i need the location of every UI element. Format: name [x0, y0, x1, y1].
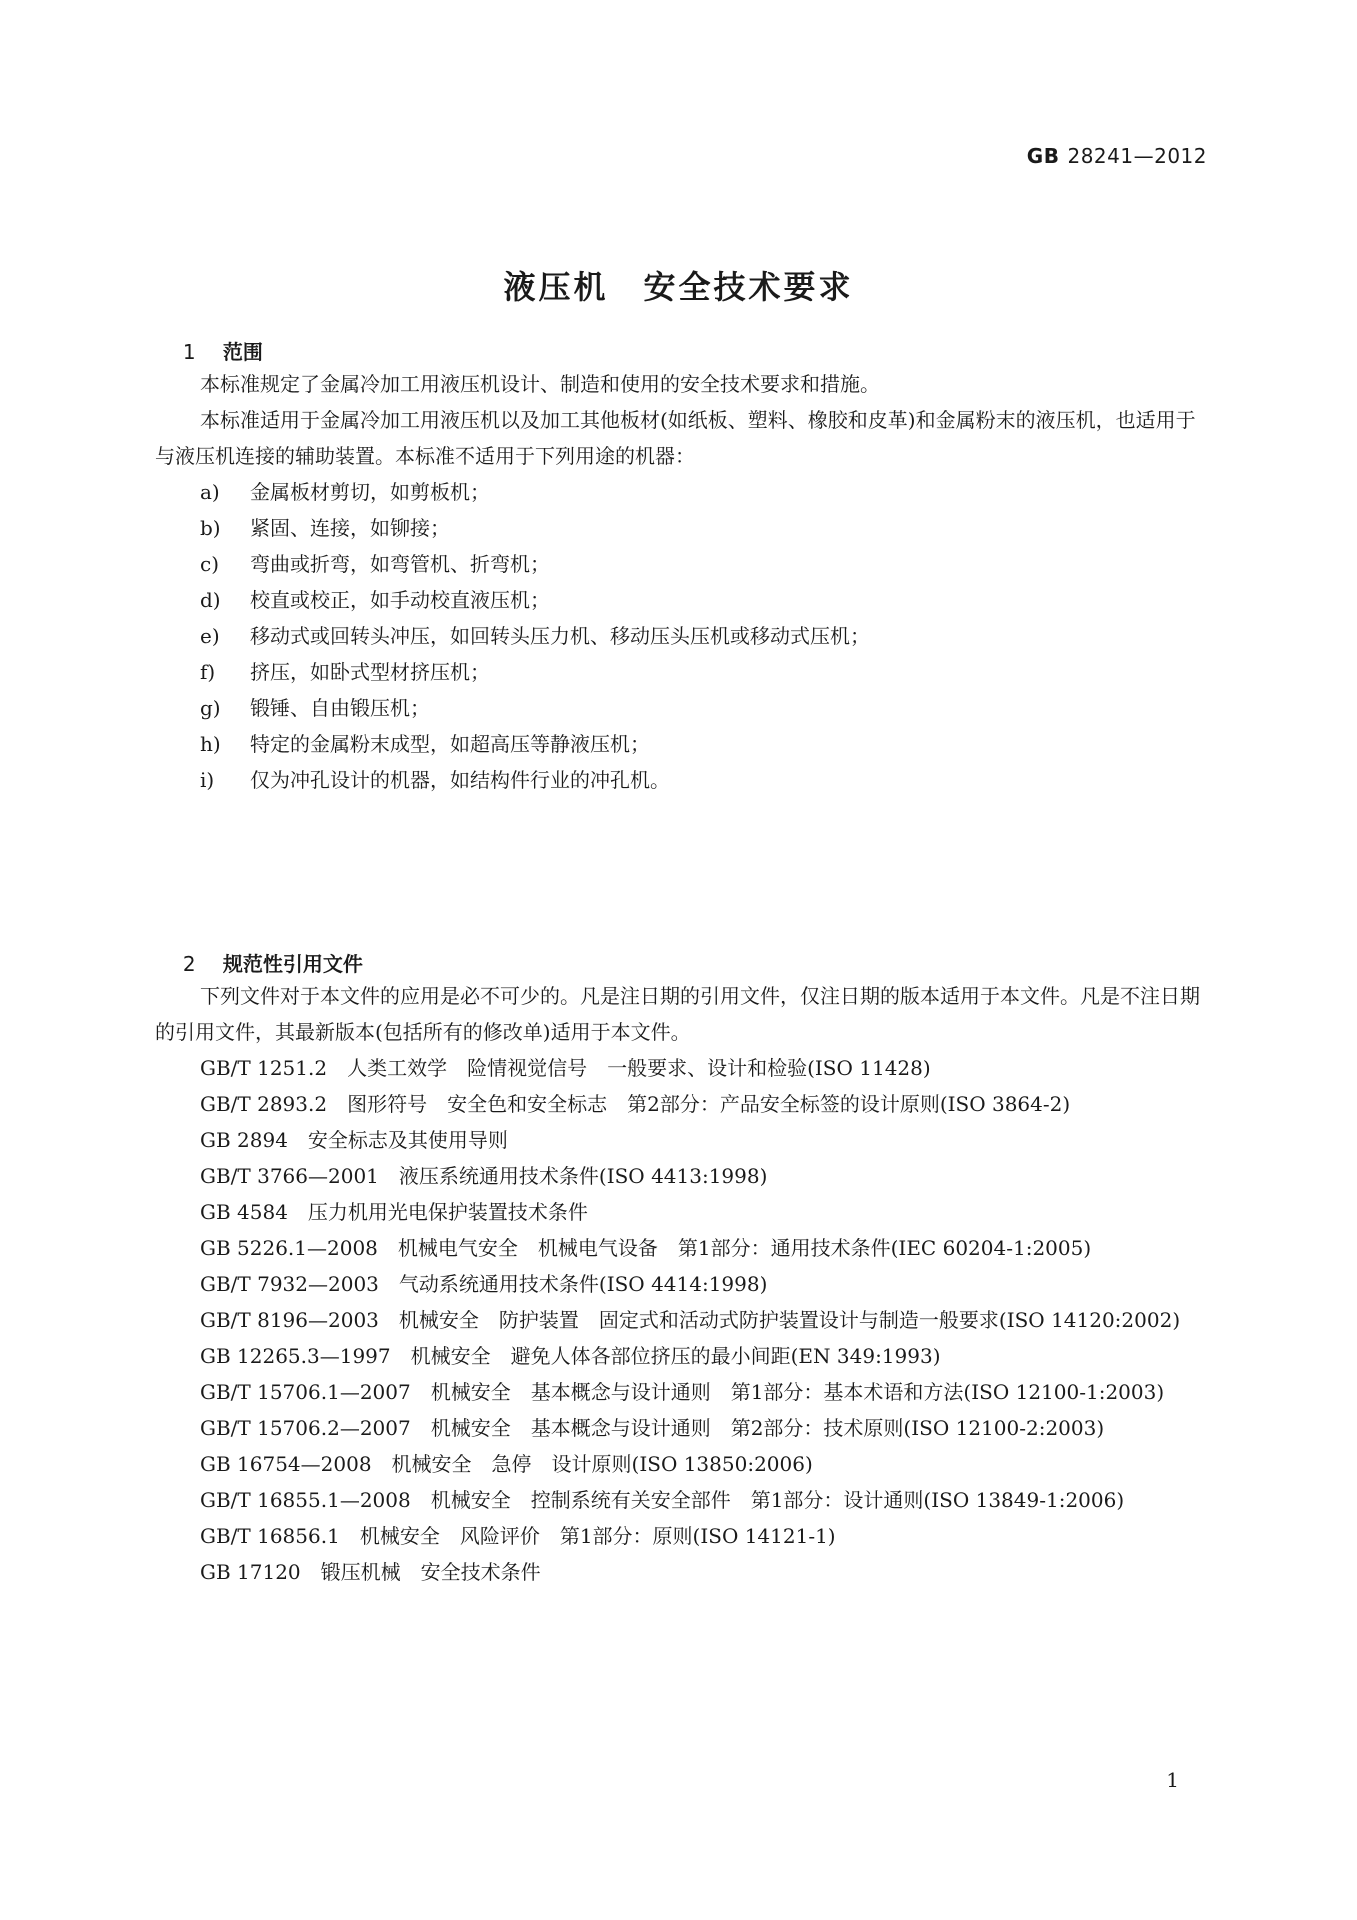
standard-code	[1027, 144, 1207, 168]
reference-item: GB 16754—2008 机械安全 急停 设计原则(ISO 13850:2006)	[200, 1452, 813, 1476]
list-text: 紧固、连接，如铆接；	[250, 516, 450, 540]
exclusion-list	[200, 474, 870, 798]
list-item	[200, 618, 870, 654]
scope-paragraph-2: 本标准适用于金属冷加工用液压机以及加工其他板材(如纸板、塑料、橡胶和皮革)和金属粉末的液压机，也适用于与液压机连接的辅助装置。本标准不适用于下列用途的机器：	[155, 408, 1196, 468]
reference-list	[155, 1050, 1205, 1590]
reference-item: GB 4584 压力机用光电保护装置技术条件	[200, 1200, 588, 1224]
list-mark: e)	[200, 624, 220, 648]
list-text: 锻锤、自由锻压机；	[250, 696, 430, 720]
section-number: 2	[182, 952, 196, 976]
list-mark: h)	[200, 732, 221, 756]
list-text: 特定的金属粉末成型，如超高压等静液压机；	[250, 732, 650, 756]
reference-item: GB/T 2893.2 图形符号 安全色和安全标志 第2部分：产品安全标签的设计原则(ISO 3864-2)	[200, 1092, 1071, 1116]
reference-item: GB/T 15706.1—2007 机械安全 基本概念与设计通则 第1部分：基本术语和方法(ISO 12100-1:2003)	[200, 1380, 1165, 1404]
reference-item: GB 5226.1—2008 机械电气安全 机械电气设备 第1部分：通用技术条件(IEC 60204-1:2005)	[200, 1236, 1092, 1260]
list-text: 仅为冲孔设计的机器，如结构件行业的冲孔机。	[250, 768, 670, 792]
list-item	[200, 582, 870, 618]
reference-item: GB/T 15706.2—2007 机械安全 基本概念与设计通则 第2部分：技术原则(ISO 12100-2:2003)	[200, 1416, 1105, 1440]
list-item	[200, 690, 870, 726]
page-number: 1	[1166, 1768, 1179, 1792]
standard-number: 28241—2012	[1067, 144, 1207, 168]
list-item	[200, 762, 870, 798]
list-item	[200, 654, 870, 690]
reference-item: GB/T 1251.2 人类工效学 险情视觉信号 一般要求、设计和检验(ISO 11428)	[200, 1056, 931, 1080]
list-item	[200, 510, 870, 546]
list-mark: i)	[200, 768, 215, 792]
list-mark: g)	[200, 696, 221, 720]
list-item	[200, 474, 870, 510]
reference-item: GB 2894 安全标志及其使用导则	[200, 1128, 508, 1152]
list-mark: c)	[200, 552, 220, 576]
list-mark: a)	[200, 480, 220, 504]
section-title: 范围	[222, 340, 263, 364]
reference-item: GB 12265.3—1997 机械安全 避免人体各部位挤压的最小间距(EN 349:1993)	[200, 1344, 941, 1368]
list-mark: f)	[200, 660, 216, 684]
scope-paragraph-1: 本标准规定了金属冷加工用液压机设计、制造和使用的安全技术要求和措施。	[200, 372, 880, 396]
list-text: 移动式或回转头冲压，如回转头压力机、移动压头压机或移动式压机；	[250, 624, 870, 648]
list-text: 金属板材剪切，如剪板机；	[250, 480, 490, 504]
reference-item: GB/T 3766—2001 液压系统通用技术条件(ISO 4413:1998)	[200, 1164, 768, 1188]
reference-item: GB 17120 锻压机械 安全技术条件	[200, 1560, 541, 1584]
reference-item: GB/T 7932—2003 气动系统通用技术条件(ISO 4414:1998)	[200, 1272, 768, 1296]
references-intro: 下列文件对于本文件的应用是必不可少的。凡是注日期的引用文件，仅注日期的版本适用于本文件。凡是不注日期的引用文件，其最新版本(包括所有的修改单)适用于本文件。	[155, 984, 1200, 1044]
list-mark: d)	[200, 588, 221, 612]
document-title: 液压机 安全技术要求	[503, 268, 854, 306]
standard-prefix: GB	[1026, 144, 1060, 168]
reference-item: GB/T 16855.1—2008 机械安全 控制系统有关安全部件 第1部分：设计通则(ISO 13849-1:2006)	[200, 1488, 1125, 1512]
reference-item: GB/T 16856.1 机械安全 风险评价 第1部分：原则(ISO 14121-1)	[200, 1524, 836, 1548]
section-title: 规范性引用文件	[222, 952, 363, 976]
list-mark: b)	[200, 516, 221, 540]
list-item	[200, 726, 870, 762]
list-text: 弯曲或折弯，如弯管机、折弯机；	[250, 552, 550, 576]
list-item	[200, 546, 870, 582]
list-text: 挤压，如卧式型材挤压机；	[250, 660, 490, 684]
reference-item: GB/T 8196—2003 机械安全 防护装置 固定式和活动式防护装置设计与制造一般要求(ISO 14120:2002)	[200, 1308, 1181, 1332]
list-text: 校直或校正，如手动校直液压机；	[250, 588, 550, 612]
section-number: 1	[182, 340, 196, 364]
